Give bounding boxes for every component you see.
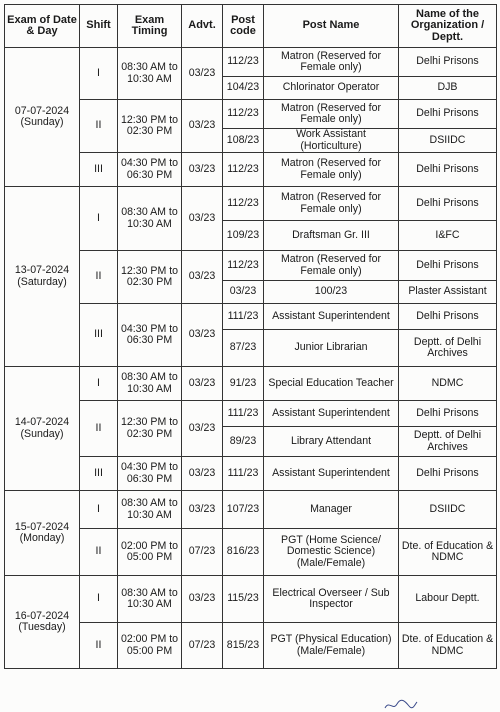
table-row [5, 48, 497, 77]
advt-cell: 03/23 [182, 491, 223, 529]
organization-cell: I&FC [399, 221, 497, 251]
post-name-cell: Work Assistant (Horticulture) [264, 129, 399, 153]
post-name-cell: Manager [264, 491, 399, 529]
shift-cell: I [80, 187, 118, 251]
post-code-cell: 112/23 [223, 48, 264, 77]
exam-date-cell: 07-07-2024 (Sunday) [5, 48, 80, 187]
exam-date-cell: 16-07-2024 (Tuesday) [5, 576, 80, 669]
post-code-cell: 111/23 [223, 304, 264, 330]
post-code-cell: 111/23 [223, 401, 264, 427]
post-name-cell: Chlorinator Operator [264, 77, 399, 100]
header-post-name: Post Name [264, 5, 399, 48]
table-row [5, 187, 497, 221]
post-name-cell: Library Attendant [264, 427, 399, 457]
timing-cell: 02:00 PM to 05:00 PM [118, 623, 182, 669]
organization-cell: Delhi Prisons [399, 401, 497, 427]
timing-cell: 04:30 PM to 06:30 PM [118, 304, 182, 367]
post-code-cell: 816/23 [223, 529, 264, 576]
shift-cell: II [80, 529, 118, 576]
advt-cell: 03/23 [223, 281, 264, 304]
exam-date-cell: 15-07-2024 (Monday) [5, 491, 80, 576]
post-name-cell: Plaster Assistant [399, 281, 497, 304]
organization-cell: DJB [399, 77, 497, 100]
shift-cell: I [80, 48, 118, 100]
timing-cell: 08:30 AM to 10:30 AM [118, 367, 182, 401]
advt-cell: 03/23 [182, 576, 223, 623]
advt-cell: 03/23 [182, 457, 223, 491]
timing-cell: 04:30 PM to 06:30 PM [118, 457, 182, 491]
table-row [5, 367, 497, 401]
shift-cell: III [80, 304, 118, 367]
post-code-cell: 107/23 [223, 491, 264, 529]
organization-cell: Deptt. of Delhi Archives [399, 330, 497, 367]
timing-cell: 08:30 AM to 10:30 AM [118, 491, 182, 529]
post-code-cell: 111/23 [223, 457, 264, 491]
post-code-cell: 112/23 [223, 100, 264, 129]
post-name-cell: PGT (Physical Education) (Male/Female) [264, 623, 399, 669]
shift-cell: II [80, 251, 118, 304]
timing-cell: 08:30 AM to 10:30 AM [118, 187, 182, 251]
signature-mark [383, 698, 419, 712]
header-advt: Advt. [182, 5, 223, 48]
timing-cell: 08:30 AM to 10:30 AM [118, 48, 182, 100]
organization-cell: Delhi Prisons [399, 304, 497, 330]
post-code-cell: 100/23 [264, 281, 399, 304]
organization-cell: Delhi Prisons [399, 100, 497, 129]
table-row [5, 576, 497, 623]
shift-cell: II [80, 623, 118, 669]
shift-cell: II [80, 401, 118, 457]
post-name-cell: Matron (Reserved for Female only) [264, 100, 399, 129]
organization-cell: DSIIDC [399, 129, 497, 153]
header-date: Exam of Date & Day [5, 5, 80, 48]
post-code-cell: 104/23 [223, 77, 264, 100]
post-name-cell: Assistant Superintendent [264, 457, 399, 491]
header-timing: Exam Timing [118, 5, 182, 48]
shift-cell: III [80, 457, 118, 491]
post-code-cell: 112/23 [223, 153, 264, 187]
shift-cell: I [80, 491, 118, 529]
post-code-cell: 108/23 [223, 129, 264, 153]
advt-cell: 07/23 [182, 529, 223, 576]
shift-cell: II [80, 100, 118, 153]
post-code-cell: 112/23 [223, 187, 264, 221]
table-row [5, 491, 497, 529]
exam-date-cell: 14-07-2024 (Sunday) [5, 367, 80, 491]
post-code-cell: 91/23 [223, 367, 264, 401]
advt-cell: 03/23 [182, 304, 223, 367]
post-name-cell: Matron (Reserved for Female only) [264, 153, 399, 187]
timing-cell: 04:30 PM to 06:30 PM [118, 153, 182, 187]
organization-cell: NDMC [399, 367, 497, 401]
post-code-cell: 815/23 [223, 623, 264, 669]
organization-cell: Delhi Prisons [399, 251, 497, 281]
post-name-cell: Junior Librarian [264, 330, 399, 367]
advt-cell: 03/23 [182, 153, 223, 187]
organization-cell: Delhi Prisons [399, 187, 497, 221]
organization-cell: DSIIDC [399, 491, 497, 529]
shift-cell: I [80, 367, 118, 401]
post-code-cell: 109/23 [223, 221, 264, 251]
post-code-cell: 87/23 [223, 330, 264, 367]
advt-cell: 03/23 [182, 401, 223, 457]
organization-cell: Delhi Prisons [399, 48, 497, 77]
post-name-cell: Matron (Reserved for Female only) [264, 187, 399, 221]
header-row [5, 5, 497, 48]
timing-cell: 12:30 PM to 02:30 PM [118, 100, 182, 153]
timing-cell: 12:30 PM to 02:30 PM [118, 251, 182, 304]
post-name-cell: Matron (Reserved for Female only) [264, 48, 399, 77]
shift-cell: III [80, 153, 118, 187]
post-name-cell: Assistant Superintendent [264, 401, 399, 427]
post-name-cell: Special Education Teacher [264, 367, 399, 401]
post-name-cell: Matron (Reserved for Female only) [264, 251, 399, 281]
organization-cell: Delhi Prisons [399, 153, 497, 187]
header-post-code: Post code [223, 5, 264, 48]
post-name-cell: Draftsman Gr. III [264, 221, 399, 251]
post-code-cell: 112/23 [223, 251, 264, 281]
advt-cell: 03/23 [182, 100, 223, 153]
exam-date-cell: 13-07-2024 (Saturday) [5, 187, 80, 367]
header-shift: Shift [80, 5, 118, 48]
organization-cell: Labour Deptt. [399, 576, 497, 623]
post-name-cell: Assistant Superintendent [264, 304, 399, 330]
advt-cell: 03/23 [182, 48, 223, 100]
header-organization: Name of the Organization / Deptt. [399, 5, 497, 48]
exam-schedule-table [4, 4, 497, 669]
post-name-cell: Electrical Overseer / Sub Inspector [264, 576, 399, 623]
timing-cell: 12:30 PM to 02:30 PM [118, 401, 182, 457]
organization-cell: Dte. of Education & NDMC [399, 529, 497, 576]
post-code-cell: 115/23 [223, 576, 264, 623]
post-name-cell: PGT (Home Science/ Domestic Science) (Male/Female) [264, 529, 399, 576]
timing-cell: 02:00 PM to 05:00 PM [118, 529, 182, 576]
advt-cell: 03/23 [182, 187, 223, 251]
table-header [5, 5, 497, 48]
organization-cell: Dte. of Education & NDMC [399, 623, 497, 669]
timing-cell: 08:30 AM to 10:30 AM [118, 576, 182, 623]
advt-cell: 07/23 [182, 623, 223, 669]
advt-cell: 03/23 [182, 367, 223, 401]
advt-cell: 03/23 [182, 251, 223, 304]
organization-cell: Deptt. of Delhi Archives [399, 427, 497, 457]
organization-cell: Delhi Prisons [399, 457, 497, 491]
shift-cell: I [80, 576, 118, 623]
post-code-cell: 89/23 [223, 427, 264, 457]
table-body [5, 48, 497, 669]
